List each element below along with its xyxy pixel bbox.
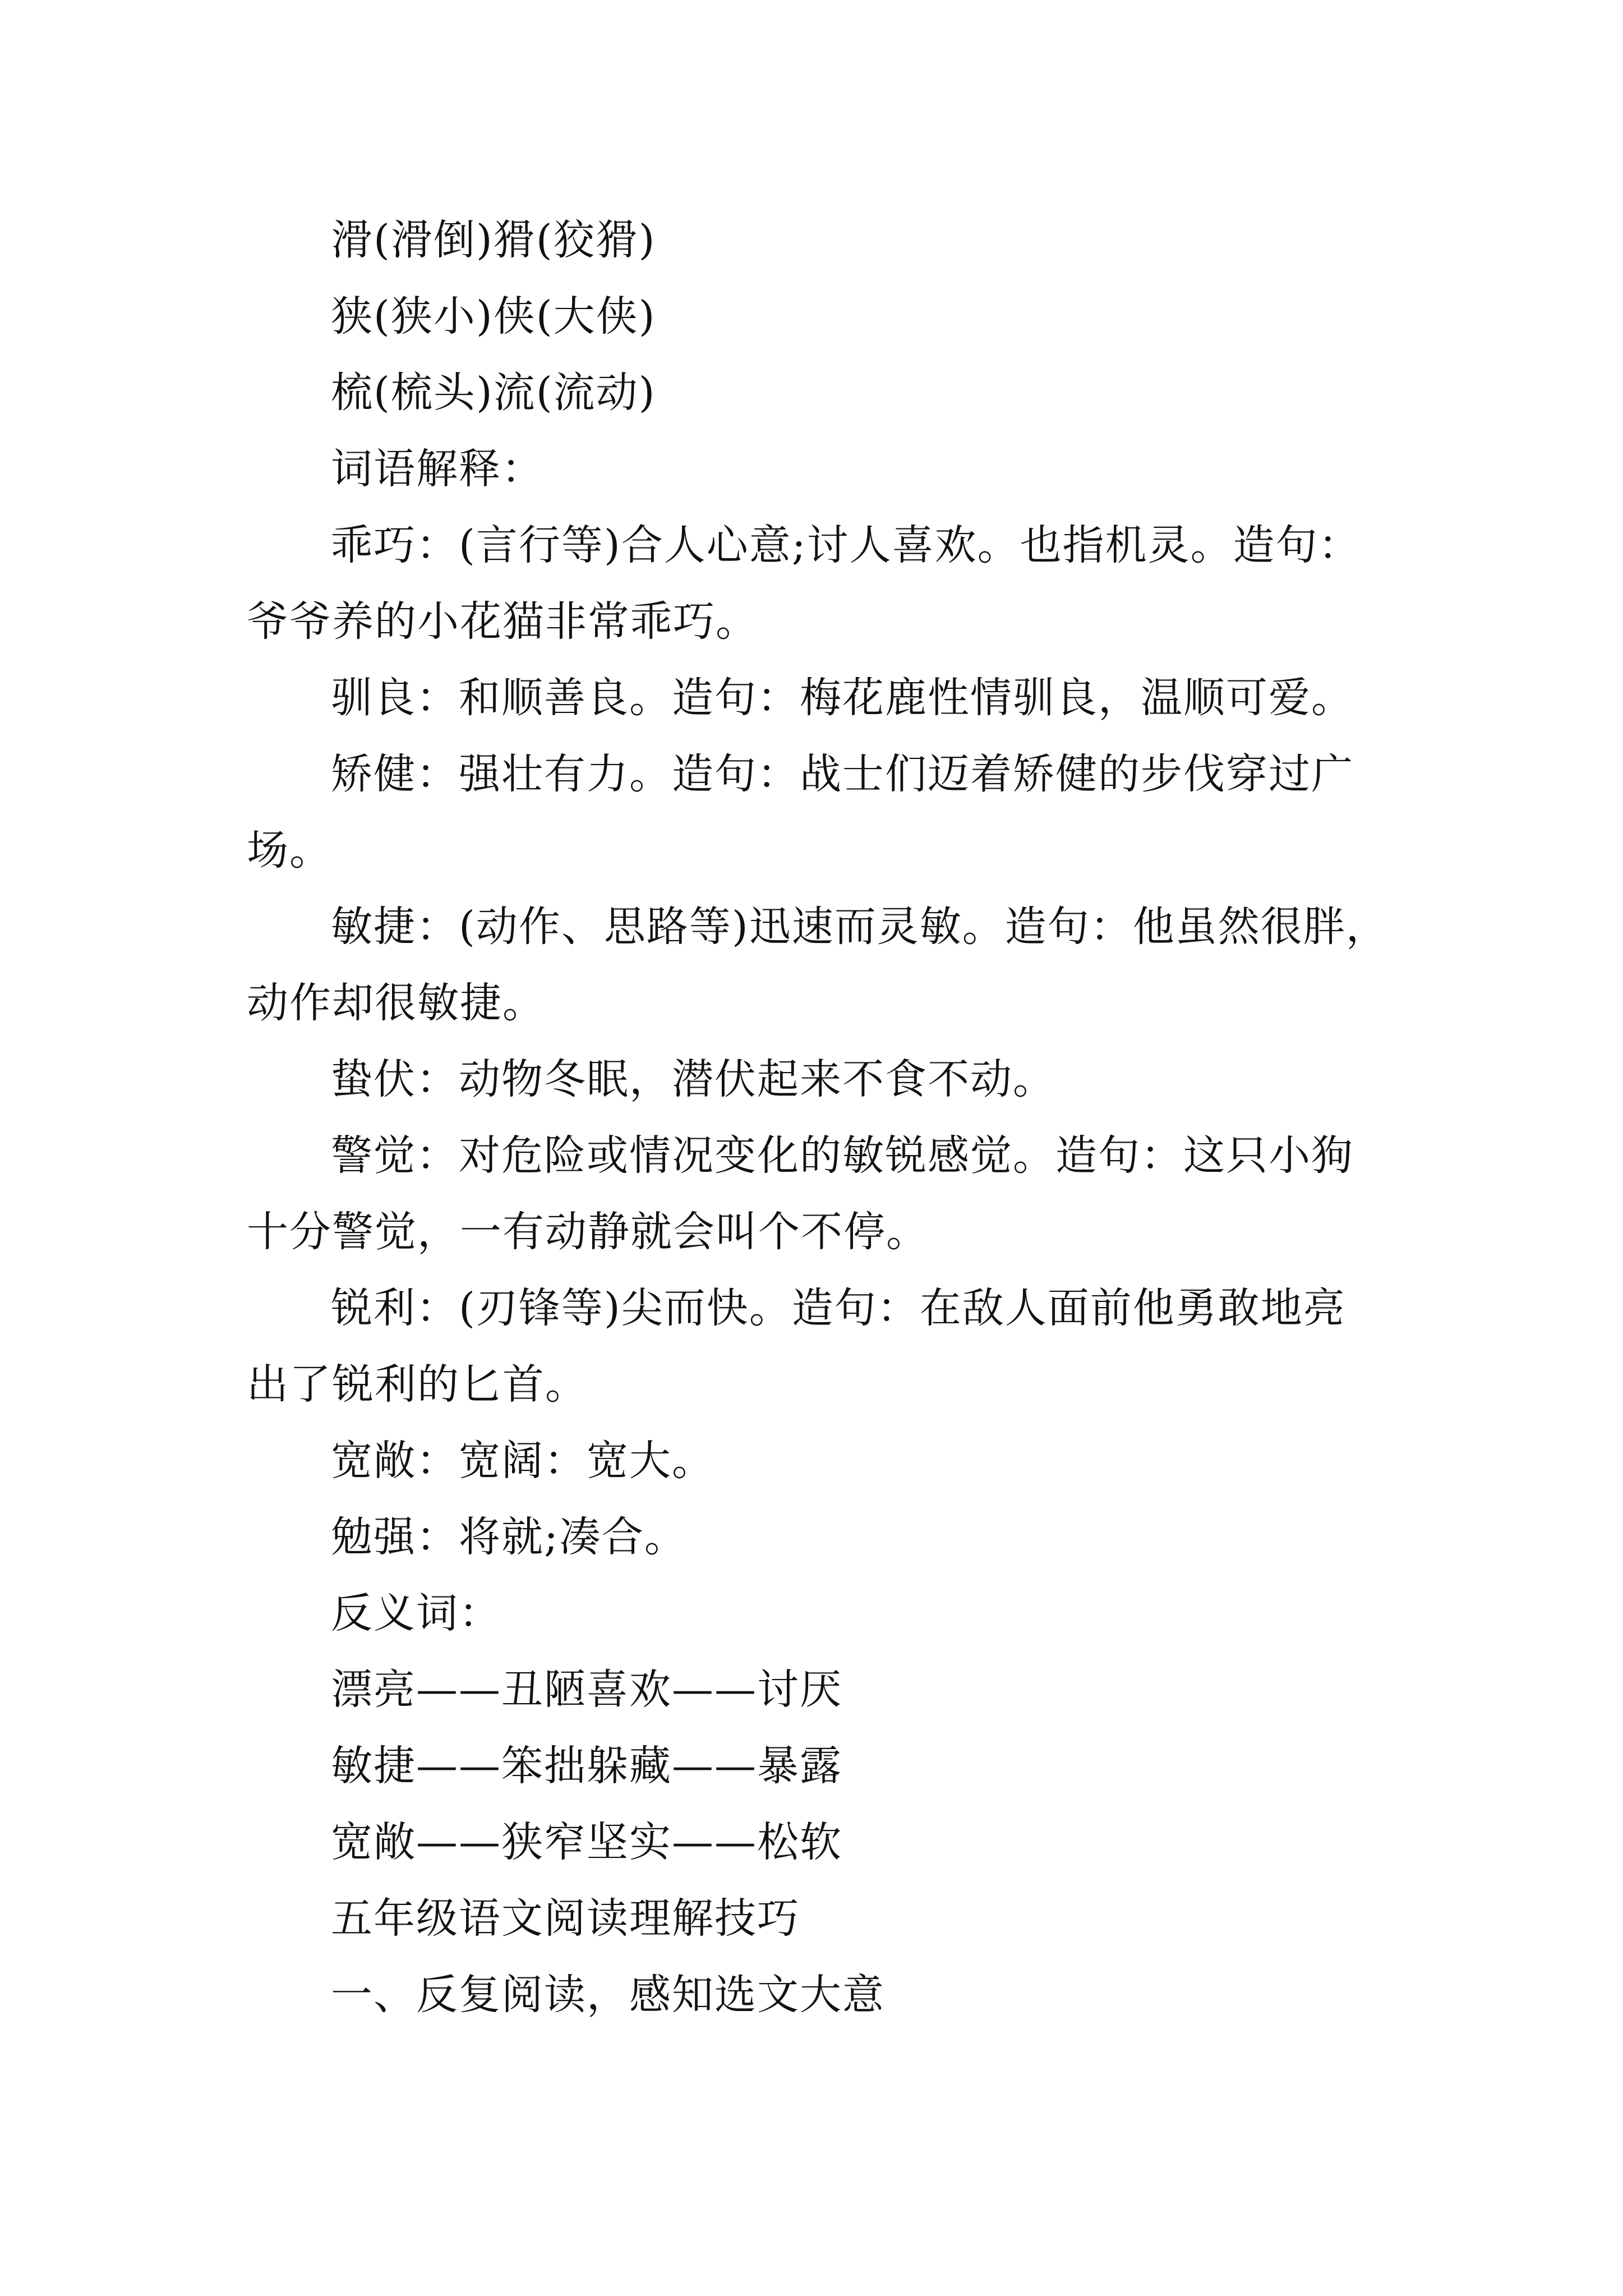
text-line: 出了锐利的匕首。 — [247, 1360, 588, 1409]
text-line: 乖巧：(言行等)合人心意;讨人喜欢。也指机灵。造句： — [331, 521, 1361, 569]
text-line: 爷爷养的小花猫非常乖巧。 — [247, 597, 758, 646]
text-line: 敏捷：(动作、思路等)迅速而灵敏。造句：他虽然很胖， — [331, 903, 1389, 951]
text-line: 一、反复阅读，感知选文大意 — [331, 1971, 885, 2019]
text-line: 场。 — [247, 826, 332, 875]
text-line: 勉强：将就;凑合。 — [331, 1513, 687, 1561]
text-line: 狭(狭小)侠(大侠) — [331, 292, 656, 341]
text-line: 滑(滑倒)猾(狡猾) — [331, 216, 656, 264]
section-heading-antonyms: 反义词： — [331, 1589, 501, 1637]
document-body — [247, 202, 1389, 2033]
text-line: 宽敞——狭窄坚实——松软 — [331, 1818, 842, 1866]
text-line: 驯良：和顺善良。造句：梅花鹿性情驯良，温顺可爱。 — [331, 674, 1354, 722]
section-heading-word-explanation: 词语解释： — [331, 445, 544, 493]
text-line: 锐利：(刃锋等)尖而快。造句：在敌人面前他勇敢地亮 — [331, 1284, 1346, 1332]
text-line: 警觉：对危险或情况变化的敏锐感觉。造句：这只小狗 — [331, 1131, 1354, 1180]
text-line: 矫健：强壮有力。造句：战士们迈着矫健的步伐穿过广 — [331, 750, 1354, 798]
text-line: 宽敞：宽阔：宽大。 — [331, 1437, 714, 1485]
text-line: 梳(梳头)流(流动) — [331, 369, 656, 417]
text-line: 漂亮——丑陋喜欢——讨厌 — [331, 1665, 842, 1714]
text-line: 敏捷——笨拙躲藏——暴露 — [331, 1742, 842, 1790]
text-line: 动作却很敏捷。 — [247, 979, 545, 1027]
section-heading-reading-skills: 五年级语文阅读理解技巧 — [331, 1894, 800, 1943]
text-line: 蛰伏：动物冬眠，潜伏起来不食不动。 — [331, 1055, 1055, 1103]
text-line: 十分警觉，一有动静就会叫个不停。 — [247, 1208, 929, 1256]
